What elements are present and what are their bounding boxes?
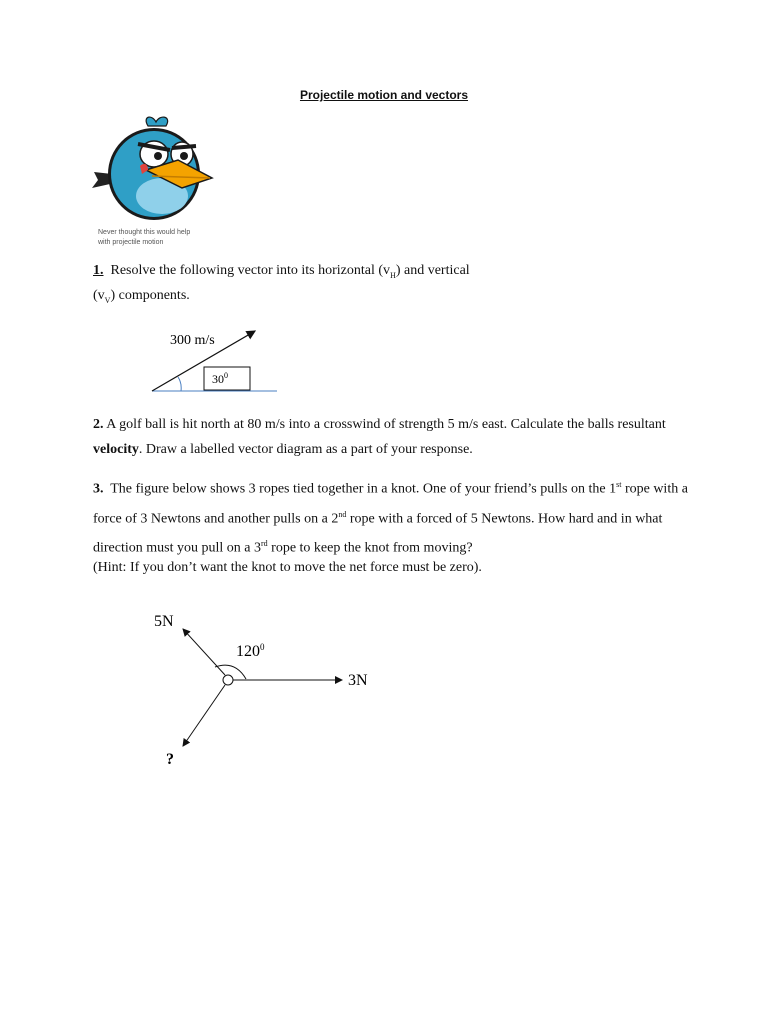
question-text: rope to keep the knot from moving? xyxy=(267,540,473,556)
question-text: . Draw a labelled vector diagram as a part of your response. xyxy=(138,442,473,457)
page-title: Projectile motion and vectors xyxy=(299,88,469,102)
vector-label: 300 m/s xyxy=(170,333,215,348)
question-1 xyxy=(93,261,493,311)
force-arrow-5n xyxy=(183,629,225,675)
force-arrow-unknown xyxy=(183,685,225,746)
image-caption-line: with projectile motion xyxy=(98,239,164,246)
question-number: 1. xyxy=(93,263,104,278)
subscript: V xyxy=(104,295,111,305)
question-number: 3. xyxy=(93,481,104,497)
angle-degree: 0 xyxy=(260,642,265,652)
question-text: ) components. xyxy=(110,287,190,303)
question-number: 2. xyxy=(93,417,104,432)
svg-text:1200 xyxy=(236,642,265,660)
superscript: rd xyxy=(260,539,268,549)
unknown-force-label: ? xyxy=(166,751,174,768)
image-caption-line: Never thought this would help xyxy=(98,229,191,236)
subscript: H xyxy=(390,270,396,280)
angle-degree: 0 xyxy=(224,371,228,380)
question-text: ) and vertical (v xyxy=(93,263,470,303)
question-text: The figure below shows 3 ropes tied together in a knot. One of your friend’s pulls on the 1 xyxy=(110,481,617,497)
angle-value: 30 xyxy=(212,372,224,386)
question-text: rope with a force of 3 Newtons and another pulls on a 2 xyxy=(93,481,688,527)
blue-bird-image xyxy=(90,112,218,228)
bold-word: velocity xyxy=(93,442,139,457)
superscript: st xyxy=(616,480,622,489)
force-label-5n: 5N xyxy=(154,613,174,630)
force-diagram xyxy=(145,605,385,780)
superscript: nd xyxy=(338,509,347,519)
knot xyxy=(223,675,233,685)
question-text: A golf ball is hit north at 80 m/s into a crosswind of strength 5 m/s east. Calculate the balls resultant xyxy=(106,417,666,432)
force-label-3n: 3N xyxy=(348,672,368,689)
image-caption xyxy=(98,228,238,248)
angle-arc xyxy=(178,377,181,391)
hint-text: (Hint: If you don’t want the knot to move the net force must be zero). xyxy=(93,560,482,575)
question-2 xyxy=(93,412,693,462)
angle-value: 120 xyxy=(236,643,260,660)
question-3 xyxy=(93,472,693,561)
question-text: Resolve the following vector into its horizontal (v xyxy=(110,263,391,278)
question-text: rope with a forced of 5 Newtons. How hard and in what direction must you pull on a 3 xyxy=(93,511,663,556)
vector-diagram-1 xyxy=(140,320,290,400)
